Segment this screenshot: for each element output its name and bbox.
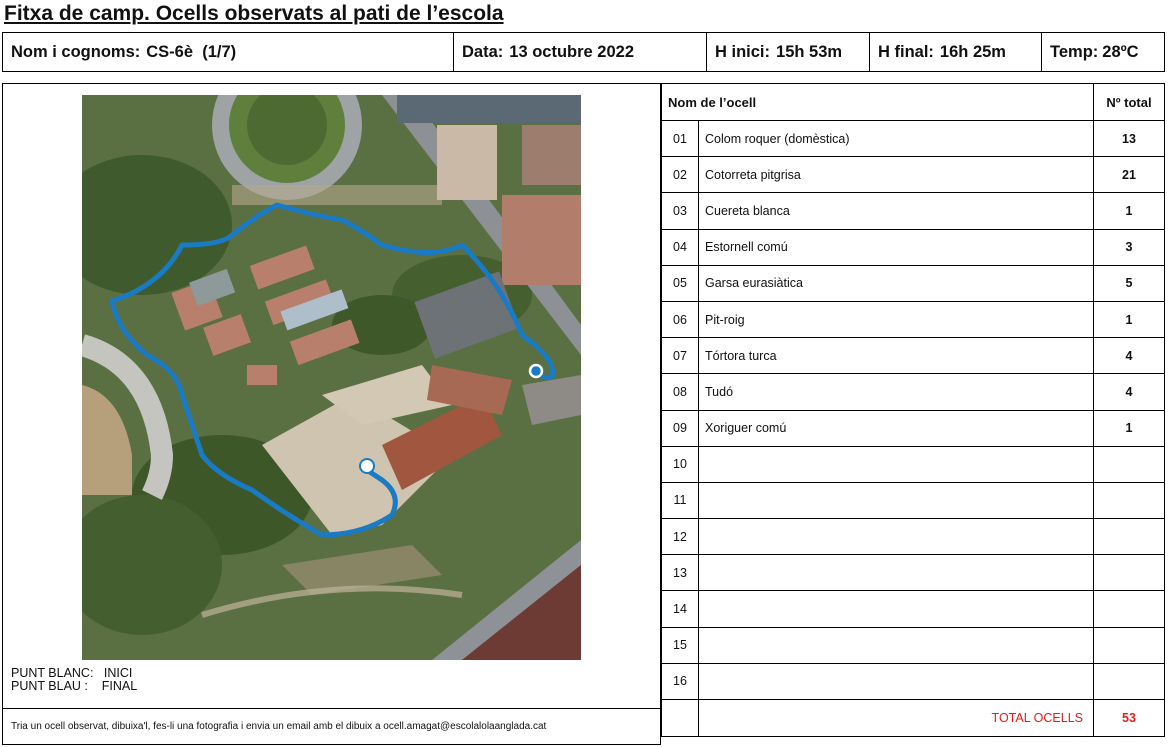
bird-count: 1 [1094, 410, 1165, 446]
bird-name: Cotorreta pitgrisa [699, 157, 1094, 193]
bird-count: 5 [1094, 265, 1165, 301]
instructions-footer: Tria un ocell observat, dibuixa'l, fes-li una fotografia i envia un email amb el dibuix a ocell.amagat@escolalolaanglada.cat [2, 708, 661, 745]
table-row [662, 301, 1165, 337]
total-value: 53 [1094, 700, 1165, 737]
map-legend [11, 667, 137, 693]
row-number: 01 [662, 121, 699, 157]
table-row [662, 338, 1165, 374]
bird-count [1094, 591, 1165, 627]
row-number: 05 [662, 265, 699, 301]
aerial-map-image [82, 95, 581, 660]
table-row [662, 555, 1165, 591]
row-number: 16 [662, 663, 699, 699]
bird-count: 4 [1094, 374, 1165, 410]
row-number: 02 [662, 157, 699, 193]
row-number: 03 [662, 193, 699, 229]
bird-name [699, 519, 1094, 555]
table-row [662, 663, 1165, 699]
bird-name: Tudó [699, 374, 1094, 410]
row-number: 06 [662, 301, 699, 337]
table-row [662, 157, 1165, 193]
row-number: 09 [662, 410, 699, 446]
date-label: Data: [462, 42, 504, 61]
row-number: 10 [662, 446, 699, 482]
column-header-total: Nº total [1094, 84, 1165, 121]
bird-count: 1 [1094, 193, 1165, 229]
table-row [662, 627, 1165, 663]
row-number: 12 [662, 519, 699, 555]
page-title: Fitxa de camp. Ocells observats al pati de l’escola [4, 2, 504, 25]
map-panel [2, 83, 661, 709]
bird-name [699, 482, 1094, 518]
row-number: 04 [662, 229, 699, 265]
bird-count [1094, 446, 1165, 482]
total-label: TOTAL OCELLS [699, 700, 1094, 737]
table-row [662, 410, 1165, 446]
bird-count [1094, 663, 1165, 699]
bird-name [699, 591, 1094, 627]
row-number: 14 [662, 591, 699, 627]
bird-count [1094, 519, 1165, 555]
bird-name [699, 555, 1094, 591]
bird-count: 4 [1094, 338, 1165, 374]
table-row [662, 374, 1165, 410]
name-cell [3, 33, 454, 71]
map-drawing [82, 95, 581, 660]
table-row [662, 446, 1165, 482]
end-time-cell [870, 33, 1042, 71]
table-row [662, 121, 1165, 157]
date-value: 13 octubre 2022 [509, 42, 634, 61]
bird-count: 1 [1094, 301, 1165, 337]
bird-name [699, 446, 1094, 482]
row-number: 11 [662, 482, 699, 518]
row-number: 07 [662, 338, 699, 374]
name-value: CS-6è (1/7) [146, 42, 237, 61]
bird-name: Pit-roig [699, 301, 1094, 337]
bird-count [1094, 555, 1165, 591]
total-row [662, 700, 1165, 737]
bird-count: 13 [1094, 121, 1165, 157]
bird-count: 3 [1094, 229, 1165, 265]
header-bar [2, 32, 1165, 72]
bird-count: 21 [1094, 157, 1165, 193]
column-header-bird-name: Nom de l’ocell [662, 84, 1094, 121]
end-time-label: H final: [878, 42, 934, 61]
legend-end-point: PUNT BLAU : FINAL [11, 679, 138, 693]
name-label: Nom i cognoms: [11, 42, 141, 61]
bird-name [699, 627, 1094, 663]
table-row [662, 193, 1165, 229]
bird-name: Xoriguer comú [699, 410, 1094, 446]
table-row [662, 591, 1165, 627]
start-time-cell [707, 33, 870, 71]
bird-name: Tórtora turca [699, 338, 1094, 374]
table-row [662, 265, 1165, 301]
bird-table [661, 83, 1165, 737]
bird-name: Garsa eurasiàtica [699, 265, 1094, 301]
table-row [662, 229, 1165, 265]
bird-name: Estornell comú [699, 229, 1094, 265]
row-number: 15 [662, 627, 699, 663]
date-cell [454, 33, 707, 71]
start-time-value: 15h 53m [776, 42, 843, 61]
bird-name: Cuereta blanca [699, 193, 1094, 229]
bird-name [699, 663, 1094, 699]
bird-count [1094, 627, 1165, 663]
start-time-label: H inici: [715, 42, 771, 61]
total-row-empty-cell [662, 700, 699, 737]
bird-count [1094, 482, 1165, 518]
row-number: 13 [662, 555, 699, 591]
temperature-label: Temp: [1050, 42, 1099, 61]
end-time-value: 16h 25m [939, 42, 1006, 61]
temperature-value: 28ºC [1102, 42, 1139, 61]
row-number: 08 [662, 374, 699, 410]
table-row [662, 482, 1165, 518]
bird-name: Colom roquer (domèstica) [699, 121, 1094, 157]
temperature-cell [1042, 33, 1164, 71]
legend-start-point: PUNT BLANC: INICI [11, 666, 133, 680]
table-row [662, 519, 1165, 555]
table-header-row [662, 84, 1165, 121]
